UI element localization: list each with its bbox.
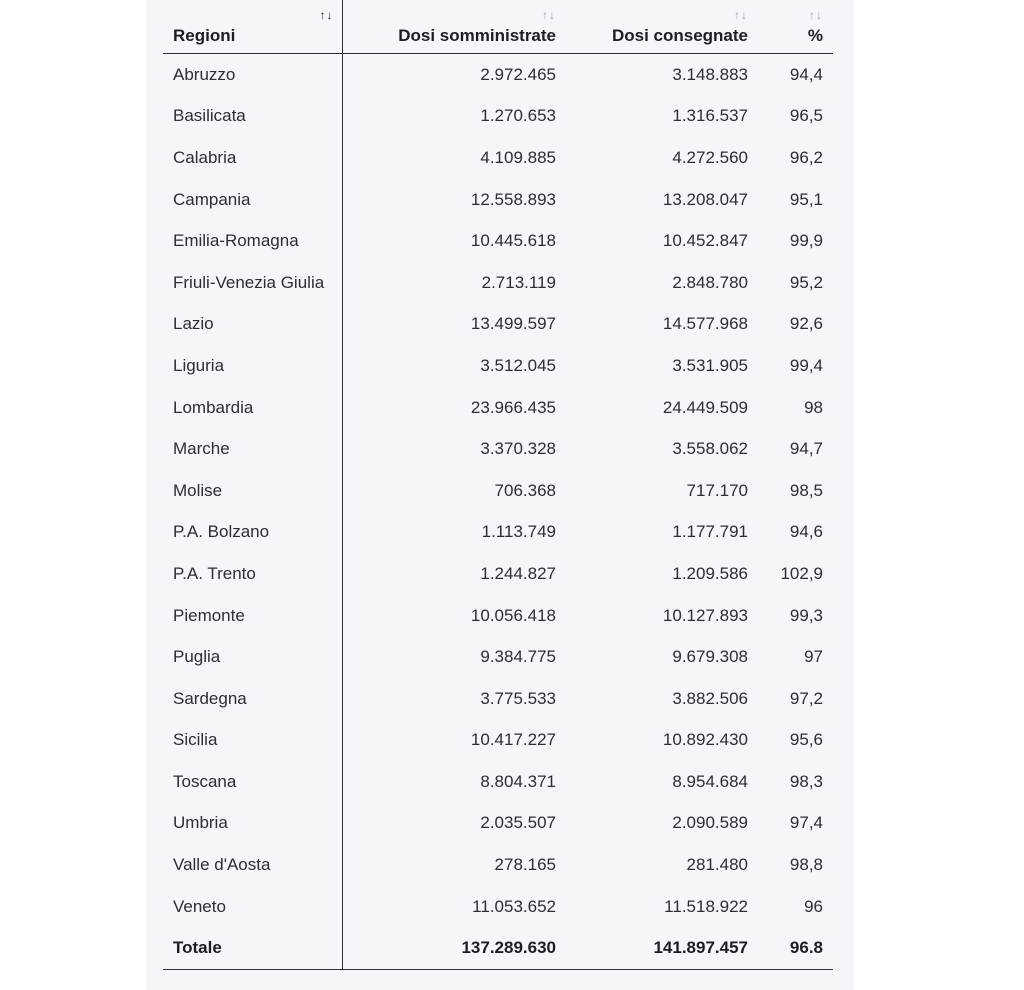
table-row [163, 470, 833, 512]
table-row [163, 553, 833, 595]
table-row [163, 304, 833, 346]
cell-percent: 94,7 [789, 439, 823, 459]
column-header-dosi-somministrate[interactable] [342, 0, 566, 54]
table-row [163, 345, 833, 387]
cell-percent: 98,3 [789, 771, 823, 791]
column-header-label: Dosi consegnate [611, 26, 748, 45]
cell-region: Emilia-Romagna [163, 220, 342, 262]
cell-percent: 95,6 [789, 730, 823, 750]
cell-delivered: 14.577.968 [662, 314, 748, 334]
sort-icon[interactable]: ↑↓ [319, 8, 334, 22]
table-row [163, 512, 833, 554]
table-row [163, 262, 833, 304]
cell-administered: 2.972.465 [480, 64, 556, 84]
table-row [163, 137, 833, 179]
cell-administered: 8.804.371 [480, 771, 556, 791]
cell-administered: 12.558.893 [470, 189, 556, 209]
cell-administered: 3.370.328 [480, 439, 556, 459]
cell-administered: 3.775.533 [480, 688, 556, 708]
cell-delivered: 24.449.509 [662, 397, 748, 417]
cell-region: Marche [163, 428, 342, 470]
cell-delivered: 1.209.586 [672, 563, 748, 583]
cell-region: Valle d'Aosta [163, 844, 342, 886]
cell-region: Liguria [163, 345, 342, 387]
table-row [163, 886, 833, 928]
table-row [163, 220, 833, 262]
cell-region: Sardegna [163, 678, 342, 720]
cell-percent: 98 [804, 397, 823, 417]
cell-region: Umbria [163, 803, 342, 845]
table-row [163, 761, 833, 803]
cell-percent: 102,9 [780, 563, 823, 583]
cell-region: Toscana [163, 761, 342, 803]
cell-administered: 137.289.630 [342, 927, 566, 970]
cell-administered: 278.165 [494, 855, 556, 875]
cell-administered: 10.056.418 [470, 605, 556, 625]
table-row [163, 595, 833, 637]
cell-administered: 3.512.045 [480, 355, 556, 375]
cell-percent: 96.8 [758, 927, 833, 970]
table-row [163, 428, 833, 470]
cell-administered: 2.713.119 [481, 272, 556, 292]
table-row [163, 179, 833, 221]
table-row [163, 678, 833, 720]
cell-percent: 92,6 [789, 314, 823, 334]
cell-region: Puglia [163, 636, 342, 678]
cell-region: Totale [163, 927, 342, 970]
cell-region: Basilicata [163, 96, 342, 138]
cell-region: Campania [163, 179, 342, 221]
cell-administered: 10.445.618 [470, 231, 556, 251]
cell-percent: 94,4 [789, 64, 823, 84]
cell-region: Molise [163, 470, 342, 512]
cell-region: Sicilia [163, 720, 342, 762]
cell-delivered: 2.090.589 [672, 813, 748, 833]
cell-percent: 94,6 [789, 522, 823, 542]
cell-administered: 2.035.507 [480, 813, 556, 833]
cell-administered: 23.966.435 [470, 397, 556, 417]
table-row [163, 96, 833, 138]
cell-administered: 1.113.749 [481, 522, 556, 542]
cell-delivered: 10.127.893 [662, 605, 748, 625]
cell-region: Lazio [163, 304, 342, 346]
column-header-label: % [807, 26, 823, 45]
cell-percent: 99,3 [789, 605, 823, 625]
table-row [163, 387, 833, 429]
column-header-label: Regioni [173, 26, 236, 45]
cell-region: Veneto [163, 886, 342, 928]
cell-delivered: 3.531.905 [672, 355, 748, 375]
cell-delivered: 717.170 [686, 480, 748, 500]
table-row [163, 803, 833, 845]
cell-delivered: 1.177.791 [672, 522, 748, 542]
cell-percent: 96,2 [789, 147, 823, 167]
cell-delivered: 9.679.308 [672, 647, 748, 667]
cell-delivered: 281.480 [686, 855, 748, 875]
cell-region: Calabria [163, 137, 342, 179]
vaccine-doses-table [163, 0, 833, 970]
column-header-dosi-consegnate[interactable] [566, 0, 758, 54]
table-body [163, 54, 833, 970]
cell-administered: 10.417.227 [470, 730, 556, 750]
cell-delivered: 1.316.537 [672, 106, 748, 126]
cell-percent: 98,5 [789, 480, 823, 500]
cell-administered: 9.384.775 [480, 647, 556, 667]
sort-icon[interactable]: ↑↓ [542, 8, 556, 22]
cell-delivered: 3.558.062 [672, 439, 748, 459]
cell-administered: 13.499.597 [470, 314, 556, 334]
cell-delivered: 4.272.560 [672, 147, 748, 167]
cell-percent: 96,5 [789, 106, 823, 126]
cell-region: Abruzzo [163, 54, 342, 96]
cell-delivered: 141.897.457 [566, 927, 758, 970]
cell-administered: 11.053.652 [472, 896, 556, 916]
cell-percent: 96 [804, 896, 823, 916]
table-row [163, 844, 833, 886]
table-row [163, 636, 833, 678]
sort-icon[interactable]: ↑↓ [809, 8, 823, 22]
cell-delivered: 8.954.684 [672, 771, 748, 791]
column-header-label: Dosi somministrate [398, 26, 556, 45]
cell-percent: 99,4 [789, 355, 823, 375]
table-row [163, 720, 833, 762]
cell-percent: 98,8 [789, 855, 823, 875]
cell-administered: 1.244.827 [480, 563, 556, 583]
cell-percent: 95,2 [789, 272, 823, 292]
cell-percent: 97 [804, 647, 823, 667]
table-header-row [163, 0, 833, 54]
cell-delivered: 3.148.883 [672, 64, 748, 84]
table-row [163, 54, 833, 96]
cell-delivered: 10.892.430 [662, 730, 748, 750]
cell-delivered: 13.208.047 [662, 189, 748, 209]
cell-region: Lombardia [163, 387, 342, 429]
cell-delivered: 3.882.506 [672, 688, 748, 708]
cell-percent: 95,1 [789, 189, 823, 209]
cell-administered: 706.368 [494, 480, 556, 500]
cell-region: Piemonte [163, 595, 342, 637]
cell-delivered: 2.848.780 [672, 272, 748, 292]
cell-percent: 99,9 [789, 231, 823, 251]
cell-delivered: 11.518.922 [664, 896, 748, 916]
cell-administered: 1.270.653 [480, 106, 556, 126]
cell-delivered: 10.452.847 [662, 231, 748, 251]
cell-region: P.A. Bolzano [163, 512, 342, 554]
cell-percent: 97,2 [789, 688, 823, 708]
column-header-regioni[interactable] [163, 0, 342, 54]
column-header-percent[interactable] [758, 0, 833, 54]
cell-region: Friuli-Venezia Giulia [163, 262, 342, 304]
cell-administered: 4.109.885 [480, 147, 556, 167]
sort-icon[interactable]: ↑↓ [734, 8, 748, 22]
cell-percent: 97,4 [789, 813, 823, 833]
table-total-row [163, 927, 833, 970]
cell-region: P.A. Trento [163, 553, 342, 595]
